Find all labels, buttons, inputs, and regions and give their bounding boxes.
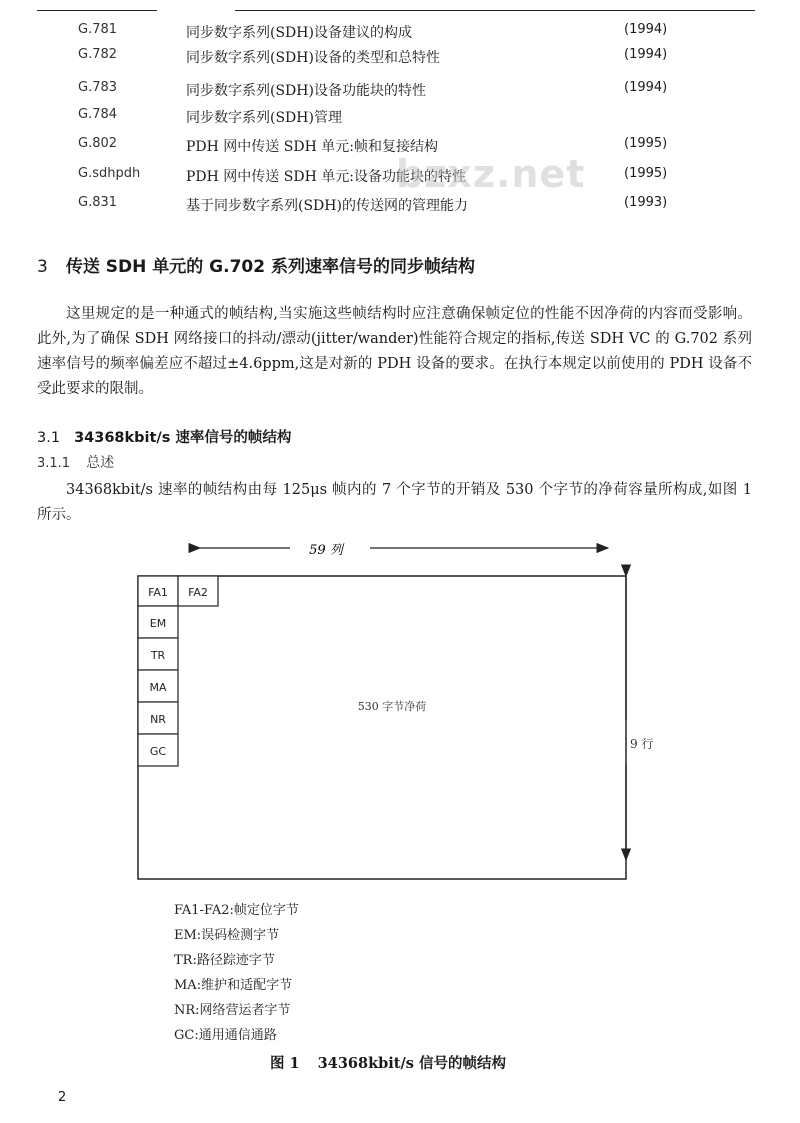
subsubsection-number: 3.1.1 — [37, 456, 71, 471]
paragraph-text: 34368kbit/s 速率的帧结构由每 125μs 帧内的 7 个字节的开销及 530 个字节的净荷容量所构成,如图 1 所示。 — [37, 482, 752, 523]
figure-legend — [174, 898, 299, 1048]
cell-label-fa2: FA2 — [188, 586, 208, 599]
reference-code: G.784 — [78, 107, 118, 122]
subsection-title: 34368kbit/s 速率信号的帧结构 — [74, 430, 292, 446]
cell-label-ma: MA — [149, 681, 167, 694]
frame-structure-diagram — [130, 540, 654, 890]
figure-caption — [270, 1052, 506, 1073]
cell-label-gc: GC — [149, 745, 167, 758]
reference-code: G.782 — [78, 47, 118, 62]
payload-label: 530 字节净荷 — [357, 700, 427, 713]
watermark: bzxz.net — [396, 152, 586, 196]
reference-year: (1993) — [624, 195, 668, 210]
section-paragraph — [37, 302, 752, 402]
reference-title: PDH 网中传送 SDH 单元:帧和复接结构 — [186, 139, 438, 155]
figure-number: 图 1 — [270, 1055, 300, 1072]
cell-label-em: EM — [149, 617, 167, 630]
subsection-number: 3.1 — [37, 430, 61, 446]
reference-code: G.sdhpdh — [78, 166, 141, 181]
reference-title: 同步数字系列(SDH)管理 — [186, 110, 342, 126]
reference-code: G.831 — [78, 195, 118, 210]
subsubsection-paragraph — [37, 478, 752, 528]
reference-title: 同步数字系列(SDH)设备建议的构成 — [186, 25, 412, 41]
reference-code: G.781 — [78, 22, 118, 37]
columns-label: 59 列 — [309, 543, 343, 558]
reference-year: (1995) — [624, 166, 668, 181]
reference-year: (1994) — [624, 22, 668, 37]
subsubsection-heading — [37, 452, 114, 472]
reference-title: 同步数字系列(SDH)设备功能块的特性 — [186, 83, 426, 99]
header-rule-right — [235, 10, 755, 11]
rows-label: 9 行 — [630, 737, 654, 751]
reference-year: (1995) — [624, 136, 668, 151]
reference-title: 基于同步数字系列(SDH)的传送网的管理能力 — [186, 198, 468, 214]
page-number: 2 — [58, 1090, 67, 1105]
frame-outline — [138, 576, 626, 879]
legend-item: MA:维护和适配字节 — [174, 978, 293, 993]
figure-caption-text: 34368kbit/s 信号的帧结构 — [317, 1055, 506, 1072]
subsubsection-title: 总述 — [86, 455, 115, 471]
section-title: 传送 SDH 单元的 G.702 系列速率信号的同步帧结构 — [65, 257, 475, 277]
legend-item: FA1-FA2:帧定位字节 — [174, 903, 299, 918]
reference-code: G.783 — [78, 80, 118, 95]
reference-year: (1994) — [624, 80, 668, 95]
reference-title: PDH 网中传送 SDH 单元:设备功能块的特性 — [186, 169, 466, 185]
subsection-heading — [37, 426, 291, 447]
section-number: 3 — [37, 257, 48, 277]
cell-label-fa1: FA1 — [148, 586, 168, 599]
section-heading — [37, 252, 475, 277]
paragraph-text: 这里规定的是一种通式的帧结构,当实施这些帧结构时应注意确保帧定位的性能不因净荷的内容而受影响。此外,为了确保 SDH 网络接口的抖动/漂动(jitter/wander)性能符合规定的指标,传送 SDH VC 的 G.702 系列速率信号的频率偏差应不超过±4.6ppm,这是对新的 PDH 设备的要求。在执行本规定以前使用的 PDH 设备不受此要求的限制。 — [37, 306, 752, 397]
legend-item: NR:网络营运者字节 — [174, 1003, 291, 1018]
reference-code: G.802 — [78, 136, 118, 151]
cell-label-tr: TR — [150, 649, 166, 662]
legend-item: GC:通用通信通路 — [174, 1028, 277, 1043]
legend-item: EM:误码检测字节 — [174, 928, 280, 943]
cell-label-nr: NR — [150, 713, 166, 726]
legend-item: TR:路径踪迹字节 — [174, 953, 275, 968]
reference-year: (1994) — [624, 47, 668, 62]
header-rule-left — [37, 10, 157, 11]
reference-title: 同步数字系列(SDH)设备的类型和总特性 — [186, 50, 440, 66]
